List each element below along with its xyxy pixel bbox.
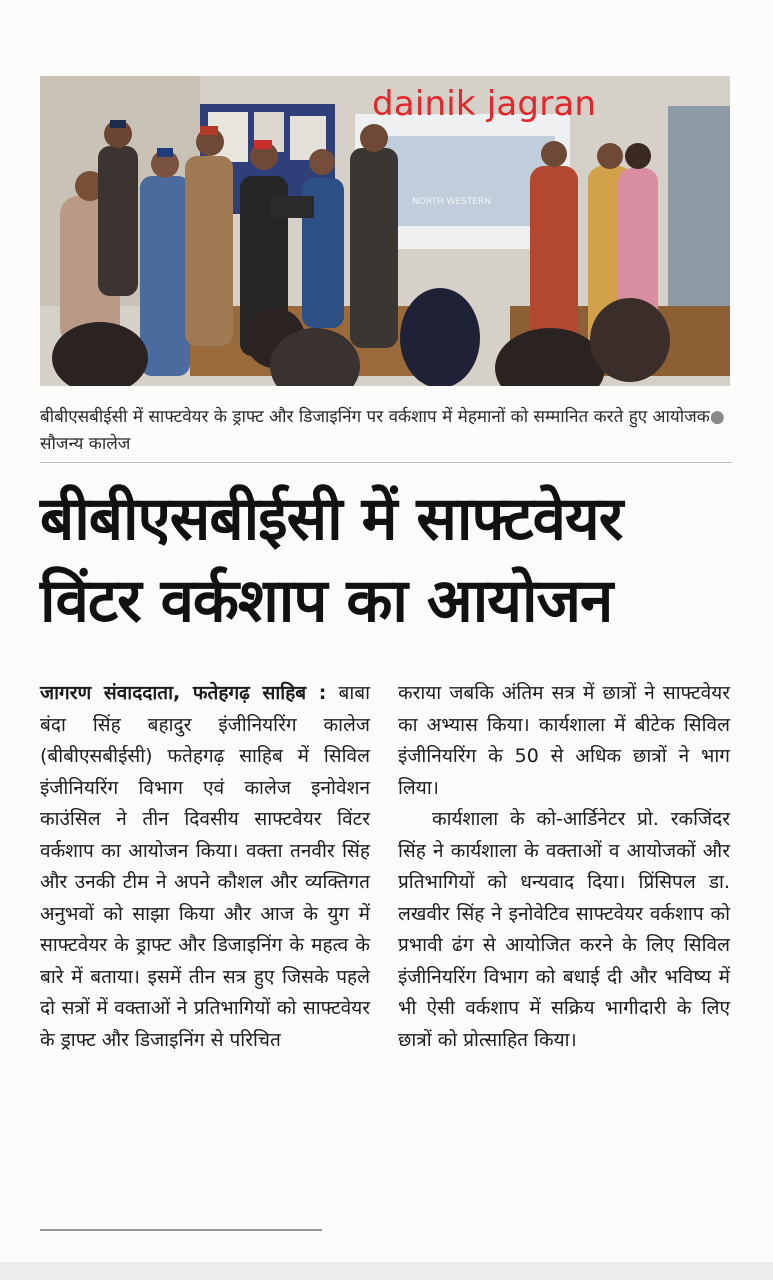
column-end-rule <box>40 1229 322 1231</box>
photo-caption <box>40 404 732 463</box>
article-column-right <box>398 678 730 1056</box>
headline <box>40 478 740 642</box>
article-paragraph-2: कार्यशाला के को-आर्डिनेटर प्रो. रकजिंदर सिंह ने कार्यशाला के वक्ताओं व आयोजकों और प्रतिभागियों को धन्यवाद दिया। प्रिंसिपल डा. लखवीर सिंह ने इनोवेटिव साफ्टवेयर वर्कशाप को प्रभावी ढंग से आयोजित करने के लिए सिविल इंजीनियरिंग विभाग को बधाई दी और भविष्य में भी ऐसी वर्कशाप में सक्रिय भागीदारी के लिए छात्रों को प्रोत्साहित किया। <box>398 808 730 1051</box>
article-column-left <box>40 678 370 1056</box>
caption-credit: सौजन्य कालेज <box>40 434 131 454</box>
bullet-icon: ● <box>709 407 725 427</box>
dateline: जागरण संवाददाता, फतेहगढ़ साहिब : <box>40 682 327 704</box>
article-body-left: बाबा बंदा सिंह बहादुर इंजीनियरिंग कालेज (बीबीएसबीईसी) फतेहगढ़ साहिब में सिविल इंजीनियरिंग विभाग एवं कालेज इनोवेशन काउंसिल ने तीन दिवसीय साफ्टवेयर विंटर वर्कशाप का आयोजन किया। वक्ता तनवीर सिंह और उनकी टीम ने अपने कौशल और व्यक्तिगत अनुभवों को साझा किया और आज के युग में साफ्टवेयर के ड्राफ्ट और डिजाइनिंग के महत्व के बारे में बताया। इसमें तीन सत्र हुए जिसके पहले दो सत्रों में वक्ताओं ने प्रतिभागियों को साफ्टवेयर के ड्राफ्ट और डिजाइनिंग से परिचित <box>40 682 371 1051</box>
headline-line-2: विंटर वर्कशाप का आयोजन <box>40 566 613 636</box>
caption-text: बीबीएसबीईसी में साफ्टवेयर के ड्राफ्ट और डिजाइनिंग पर वर्कशाप में मेहमानों को सम्मानित करते हुए आयोजक <box>40 407 710 427</box>
headline-line-1: बीबीएसबीईसी में साफ्टवेयर <box>40 484 623 554</box>
screen-banner-text: NORTH WESTERN <box>412 197 492 207</box>
article-paragraph-1: कराया जबकि अंतिम सत्र में छात्रों ने साफ्टवेयर का अभ्यास किया। कार्यशाला में बीटेक सिविल इंजीनियरिंग के 50 से अधिक छात्रों ने भाग लिया। <box>398 682 730 799</box>
masthead-watermark: dainik jagran <box>372 84 597 124</box>
bottom-strip <box>0 1262 773 1280</box>
